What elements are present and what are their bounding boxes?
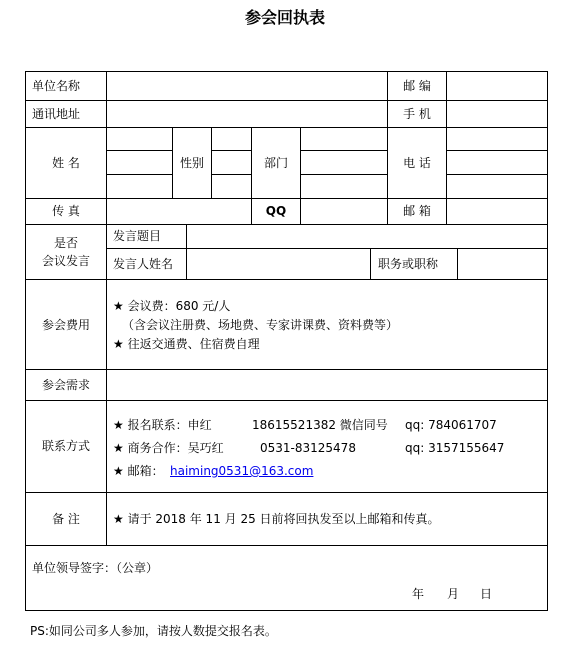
fee-line-meeting: ★ 会议费：680 元/人 (113, 299, 231, 313)
contact-email-prefix: ★ 邮箱： (113, 464, 164, 478)
contact-business-name: ★ 商务合作：吴巧红 (113, 441, 224, 455)
contact-email-link[interactable]: haiming0531@163.com (170, 464, 314, 478)
fax-label: 传 真 (52, 204, 80, 218)
contact-business-phone: 0531-83125478 (260, 441, 356, 455)
date-day: 日 (480, 587, 493, 601)
telephone-field[interactable] (447, 128, 546, 198)
date-month: 月 (447, 587, 460, 601)
contact-registration-qq: qq: 784061707 (405, 418, 497, 432)
mailbox-field[interactable] (447, 199, 546, 223)
note-text: ★ 请于 2018 年 11 月 25 日前将回执发至以上邮箱和传真。 (113, 512, 440, 526)
signature-label: 单位领导签字：（公章） (32, 561, 159, 575)
speech-topic-label: 发言题目 (113, 229, 162, 243)
contact-registration-name: ★ 报名联系：申红 (113, 418, 212, 432)
speech-topic-field[interactable] (187, 225, 546, 247)
company-name-label: 单位名称 (32, 79, 81, 93)
telephone-label: 电 话 (403, 156, 431, 170)
speech-label-line1: 是否 (53, 236, 78, 250)
needs-field[interactable] (107, 370, 546, 399)
mailbox-label: 邮 箱 (403, 204, 431, 218)
fee-line-included: （含会议注册费、场地费、专家讲课费、资料费等） (122, 318, 399, 332)
speaker-name-field[interactable] (187, 249, 369, 279)
qq-label: QQ (265, 204, 287, 218)
contact-business-qq: qq: 3157155647 (405, 441, 505, 455)
note-label: 备 注 (52, 512, 80, 526)
needs-label: 参会需求 (41, 378, 90, 392)
position-title-field[interactable] (458, 249, 546, 279)
name-field[interactable] (107, 128, 171, 198)
address-label: 通讯地址 (32, 107, 81, 121)
date-year: 年 (412, 587, 425, 601)
gender-label: 性别 (179, 156, 204, 170)
signature-field[interactable] (26, 546, 546, 609)
mobile-field[interactable] (447, 101, 546, 126)
qq-field[interactable] (301, 199, 386, 223)
contact-registration-phone: 18615521382 微信同号 (252, 418, 388, 432)
ps-note: PS:如同公司多人参加，请按人数提交报名表。 (30, 624, 277, 638)
speaker-name-label: 发言人姓名 (113, 257, 174, 271)
mobile-label: 手 机 (403, 107, 431, 121)
department-label: 部门 (263, 156, 288, 170)
postcode-field[interactable] (447, 72, 546, 99)
gender-field[interactable] (212, 128, 250, 198)
postcode-label: 邮 编 (403, 79, 431, 93)
page-title: 参会回执表 (244, 8, 325, 27)
contact-label: 联系方式 (41, 439, 90, 453)
speech-label-line2: 会议发言 (41, 254, 90, 268)
fax-field[interactable] (107, 199, 250, 223)
company-name-field[interactable] (107, 72, 386, 99)
department-field[interactable] (301, 128, 386, 198)
name-label: 姓 名 (52, 156, 80, 170)
address-field[interactable] (107, 101, 386, 126)
fee-line-self-paid: ★ 往返交通费、住宿费自理 (113, 337, 260, 351)
fee-label: 参会费用 (41, 318, 90, 332)
position-title-label: 职务或职称 (378, 257, 439, 271)
